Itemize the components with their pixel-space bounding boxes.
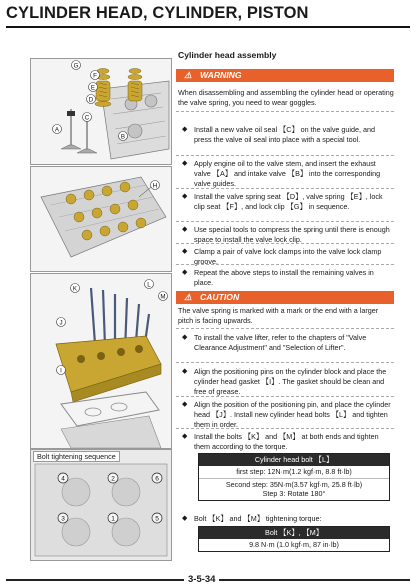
bolt-seq-6: 6 <box>155 475 159 483</box>
callout-m: M <box>160 293 166 301</box>
callout-k: K <box>72 285 78 293</box>
bolt-seq-5: 5 <box>155 515 159 523</box>
list-item: ◆ Clamp a pair of valve lock clamps into the valve lock clamp groove. <box>182 247 382 266</box>
diamond-bullet-icon: ◆ <box>182 515 188 522</box>
list-item: ◆ Bolt 【K】 and 【M】 tightening torque: <box>182 514 322 523</box>
warning-bar <box>176 69 394 82</box>
warning-label: WARNING <box>200 70 242 80</box>
table-header: Cylinder head bolt 【L】 <box>199 454 389 466</box>
list-item: ◆ Use special tools to compress the spring until there is enough space to install the valve lock clip. <box>182 225 390 244</box>
callout-l: L <box>147 281 151 289</box>
divider <box>176 155 394 156</box>
table-row: first step: 12N·m(1.2 kgf·m, 8.8 ft·lb) <box>199 466 389 479</box>
figure-cylinder-head-top <box>30 166 172 272</box>
list-item: ◆ To install the valve lifter, refer to the chapters of "Valve Clearance Adjustment" and "Selection of Lifter". <box>182 333 367 352</box>
callout-b: B <box>120 133 126 141</box>
callout-g: G <box>73 62 79 70</box>
bolt-sequence-label: Bolt tightening sequence <box>33 451 120 462</box>
warning-icon: ⚠ <box>184 70 192 80</box>
figure-bolt-sequence <box>30 449 172 561</box>
page-title: CYLINDER HEAD, CYLINDER, PISTON <box>6 4 309 22</box>
diamond-bullet-icon: ◆ <box>182 193 188 200</box>
diamond-bullet-icon: ◆ <box>182 226 188 233</box>
diamond-bullet-icon: ◆ <box>182 433 188 440</box>
diamond-bullet-icon: ◆ <box>182 269 188 276</box>
divider <box>176 111 394 112</box>
caution-icon: ⚠ <box>184 292 192 302</box>
callout-i: I <box>60 367 62 375</box>
caution-text: The valve spring is marked with a mark or the end with a larger pitch is facing upwards. <box>178 306 379 325</box>
callout-e: E <box>90 84 96 92</box>
caution-label: CAUTION <box>200 292 240 302</box>
divider <box>176 188 394 189</box>
table-row: Second step: 35N·m(3.57 kgf·m, 25.8 ft·lb) Step 3: Rotate 180° <box>225 479 363 498</box>
diamond-bullet-icon: ◆ <box>182 248 188 255</box>
torque-table-head-bolt <box>198 453 390 501</box>
bolt-seq-4: 4 <box>61 475 65 483</box>
diamond-bullet-icon: ◆ <box>182 160 188 167</box>
divider <box>176 328 394 329</box>
list-item: ◆ Align the positioning pins on the cylinder block and place the cylinder head gasket 【I】. The gasket should be clean and free of grease. <box>182 367 387 396</box>
callout-h: H <box>152 182 158 190</box>
callout-c: C <box>84 114 90 122</box>
divider <box>176 264 394 265</box>
list-item: ◆ Install a new valve oil seal 【C】 on the valve guide, and press the valve oil seal into place with a special tool. <box>182 125 375 144</box>
page-number: 3-5-34 <box>184 574 219 585</box>
diamond-bullet-icon: ◆ <box>182 334 188 341</box>
list-item: ◆ Install the bolts 【K】 and 【M】 at both ends and tighten them according to the torque. <box>182 432 379 451</box>
callout-j: J <box>59 319 63 327</box>
torque-table-km-bolt <box>198 526 390 552</box>
divider <box>176 243 394 244</box>
callout-a: A <box>54 126 60 134</box>
figure-valve-assembly <box>30 58 172 165</box>
divider <box>176 362 394 363</box>
warning-text: When disassembling and assembling the cylinder head or operating the valve spring, you need to wear goggles. <box>178 88 394 107</box>
list-item: ◆ Install the valve spring seat 【D】, valve spring 【E】, lock clip seat 【F】, and lock clip 【G】 in sequence. <box>182 192 383 211</box>
divider <box>176 221 394 222</box>
figure-cylinder-head-install <box>30 273 172 449</box>
table-header: Bolt 【K】, 【M】 <box>199 527 389 539</box>
list-item: ◆ Align the position of the positioning pin, and place the cylinder head 【J】. Install new cylinder head bolts 【L】 and tighten them in order. <box>182 400 391 429</box>
table-row: 9.8 N·m (1.0 kgf·m, 87 in·lb) <box>249 540 339 549</box>
diamond-bullet-icon: ◆ <box>182 368 188 375</box>
bolt-seq-3: 3 <box>61 515 65 523</box>
list-item: ◆ Repeat the above steps to install the remaining valves in place. <box>182 268 374 287</box>
diamond-bullet-icon: ◆ <box>182 126 188 133</box>
bolt-seq-1: 1 <box>111 515 115 523</box>
title-rule <box>6 26 410 28</box>
callout-d: D <box>88 96 94 104</box>
section-heading: Cylinder head assembly <box>178 50 277 60</box>
list-item: ◆ Apply engine oil to the valve stem, and insert the exhaust valve 【A】 and intake valve 【B】 into the corresponding valve guides. <box>182 159 381 188</box>
divider <box>176 396 394 397</box>
bolt-seq-2: 2 <box>111 475 115 483</box>
callout-f: F <box>93 72 97 80</box>
divider <box>176 428 394 429</box>
caution-bar <box>176 291 394 304</box>
diamond-bullet-icon: ◆ <box>182 401 188 408</box>
